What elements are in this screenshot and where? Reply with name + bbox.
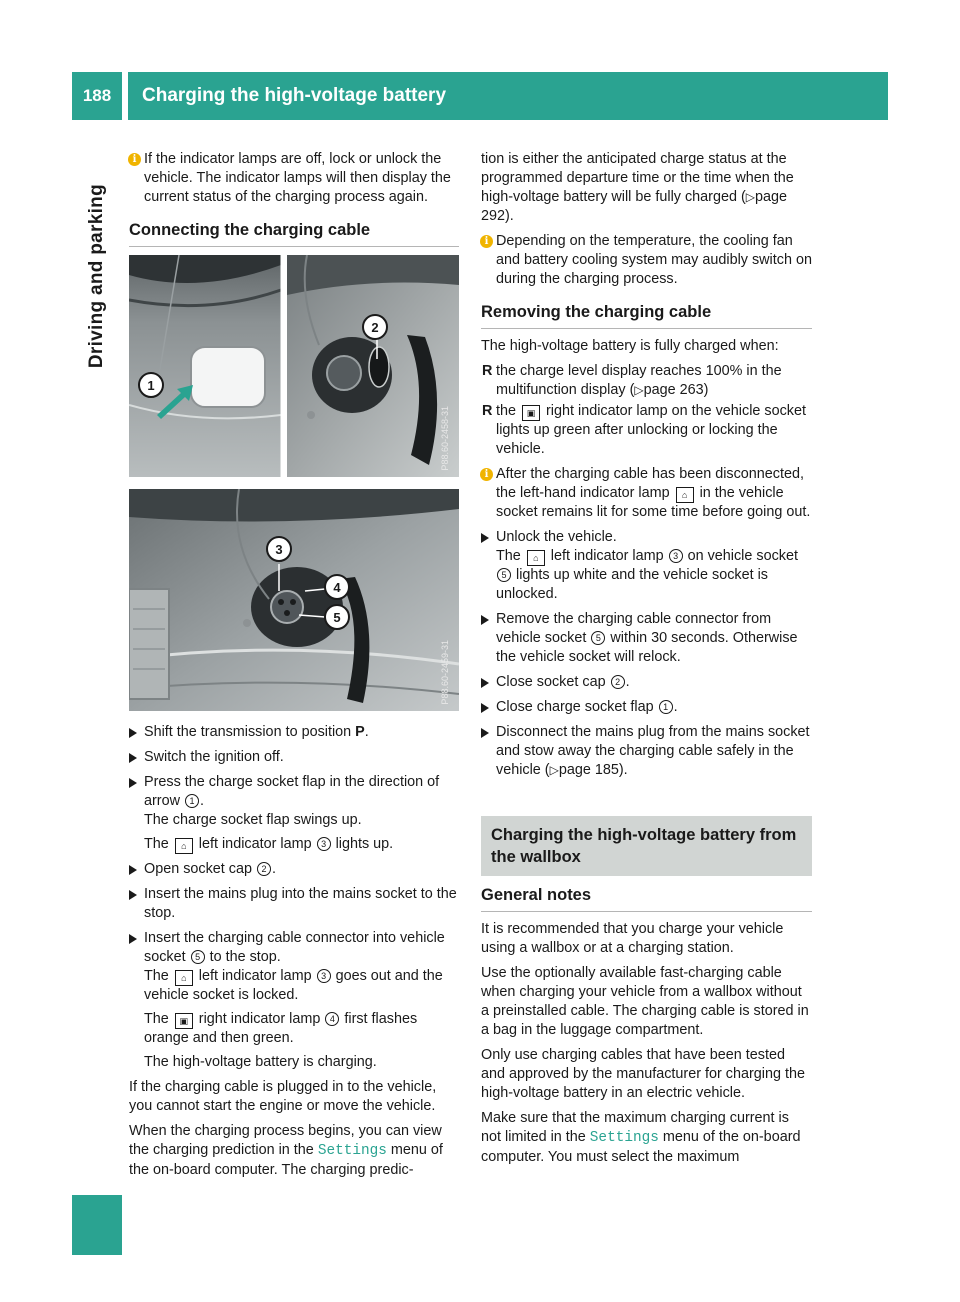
step-remove-connector: Remove the charging cable connector from vehicle socket 5 within 30 seconds. Otherwise the vehicle socket will relock. — [481, 610, 812, 667]
battery-charge-icon: ▣ — [175, 1013, 193, 1029]
section-tab — [72, 128, 122, 368]
settings-menu-name: Settings — [589, 1130, 659, 1146]
section-label: Driving and parking — [86, 183, 107, 368]
para-general-3: Only use charging cables that have been tested and approved by the manufacturer for charging the high-voltage battery in an electric vehicle. — [481, 1047, 805, 1101]
section-heading-general: General notes — [481, 886, 812, 912]
callout-2: 2 — [371, 320, 379, 335]
step-press-flap: Press the charge socket flap in the direction of arrow 1 . The charge socket flap swings up. The ⌂ left indicator lamp 3 lights up. — [129, 773, 459, 854]
lock-open-icon: ⌂ — [527, 550, 545, 566]
remove-intro: The high-voltage battery is fully charged when: — [481, 338, 779, 354]
step-open-cap: Open socket cap 2 . — [129, 860, 459, 879]
info-note — [129, 150, 459, 207]
info-text: If the indicator lamps are off, lock or unlock the vehicle. The indicator lamps will then display the current status of the charging process again. — [144, 151, 451, 205]
page-ref-arrow: ▷ — [549, 763, 559, 777]
battery-charge-icon: ▣ — [522, 405, 540, 421]
step-disconnect-mains: Disconnect the mains plug from the mains socket and stow away the charging cable safely in the vehicle (▷page 185). — [481, 723, 812, 780]
para-general-4: Make sure that the maximum charging current is not limited in the Settings menu of the on-board computer. You must select the maximum — [481, 1110, 801, 1165]
page-title: Charging the high-voltage battery — [128, 72, 888, 120]
step-shift: Shift the transmission to position P. — [129, 723, 459, 742]
ref-1: 1 — [185, 794, 199, 808]
vehicle-socket-photo — [129, 489, 459, 711]
callout-3: 3 — [275, 542, 283, 557]
list-item: R the ▣ right indicator lamp on the vehicle socket lights up green after unlocking or locking the vehicle. — [482, 403, 806, 457]
photo-row-1 — [129, 255, 459, 477]
para-engine-lock: If the charging cable is plugged in to the vehicle, you cannot start the engine or move the vehicle. — [129, 1079, 437, 1114]
step-ignition: Switch the ignition off. — [129, 748, 459, 767]
info-icon: i — [480, 468, 493, 481]
info-note-cooling: i Depending on the temperature, the cooling fan and battery cooling system may audibly switch on during the charging process. — [481, 232, 812, 289]
section-heading-connect: Connecting the charging cable — [129, 221, 459, 247]
page-ref-arrow: ▷ — [745, 190, 755, 204]
left-column — [129, 150, 459, 1186]
step-insert-connector: Insert the charging cable connector into vehicle socket 5 to the stop. The ⌂ left indicator lamp 3 goes out and the vehicle socket is locked. The ▣ right indicator lamp 4 first flashes orange and then green. The high-voltage battery is charging. — [129, 929, 459, 1072]
section-box-wallbox — [481, 816, 812, 876]
info-note-disconnect: i After the charging cable has been disconnected, the left-hand indicator lamp ⌂ in the vehicle socket remains lit for some time before going out. — [481, 465, 812, 522]
photo-code-2: P88.60-2459-31 — [440, 640, 450, 705]
callout-1: 1 — [147, 378, 155, 393]
section-heading-remove: Removing the charging cable — [481, 303, 812, 329]
page-number: 188 — [72, 72, 122, 120]
photo-code-1: P88.60-2458-31 — [440, 406, 450, 471]
step-unlock: Unlock the vehicle. The ⌂ left indicator lamp 3 on vehicle socket 5 lights up white and the vehicle socket is unlocked. — [481, 528, 812, 604]
step-insert-mains: Insert the mains plug into the mains socket to the stop. — [129, 885, 459, 923]
box-heading: Charging the high-voltage battery from the wallbox — [491, 826, 797, 866]
para-general-2: Use the optionally available fast-charging cable when charging your vehicle from a wallbox without a preinstalled cable. The charging cable is stored in a bag in the luggage compartment. — [481, 965, 809, 1038]
step-close-cap: Close socket cap 2 . — [481, 673, 812, 692]
section-marker — [72, 1195, 122, 1255]
info-icon: i — [128, 153, 141, 166]
list-item: R the charge level display reaches 100% in the multifunction display (▷page 263) — [482, 363, 782, 398]
para-general-1: It is recommended that you charge your vehicle using a wallbox or at a charging station. — [481, 921, 784, 956]
right-column — [481, 150, 812, 1173]
lock-open-icon: ⌂ — [175, 838, 193, 854]
callout-5: 5 — [333, 610, 341, 625]
info-icon: i — [480, 235, 493, 248]
charge-flap-photo — [129, 255, 459, 477]
settings-menu-name: Settings — [317, 1143, 387, 1159]
para-prediction-cont: tion is either the anticipated charge status at the programmed departure time or the time when the high-voltage battery will be fully charged (▷page 292). — [481, 151, 794, 224]
callout-4: 4 — [333, 580, 341, 595]
photo-row-2 — [129, 489, 459, 711]
step-close-flap: Close charge socket flap 1 . — [481, 698, 812, 717]
lock-open-icon: ⌂ — [676, 487, 694, 503]
page-ref-arrow: ▷ — [634, 383, 644, 397]
para-prediction: When the charging process begins, you can view the charging prediction in the Settings menu of the on-board computer. The charging predic- — [129, 1123, 443, 1178]
lock-open-icon: ⌂ — [175, 970, 193, 986]
